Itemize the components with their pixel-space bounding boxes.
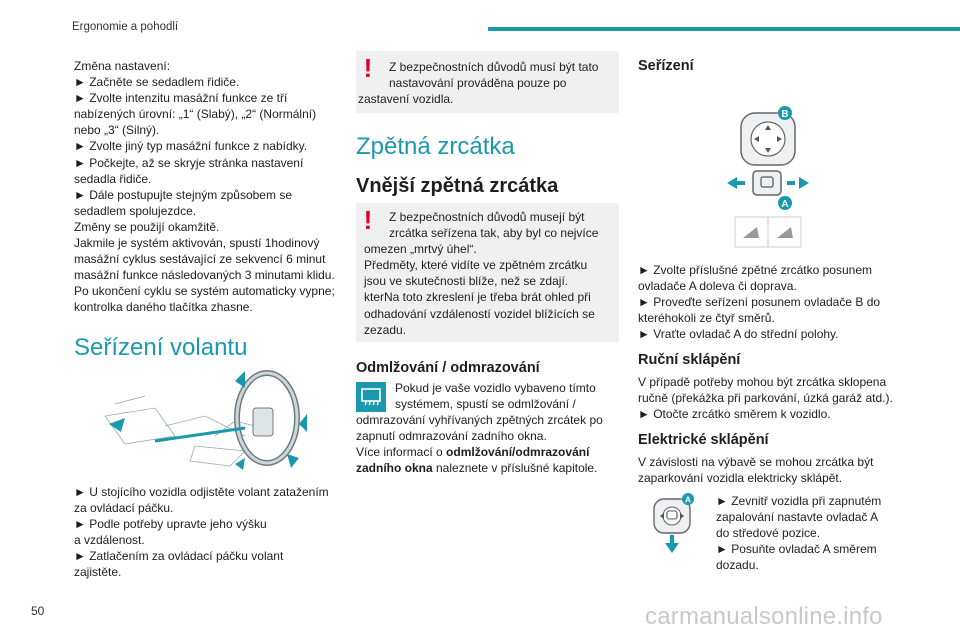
- line: ► Zvolte jiný typ masážní funkce z nabídky.: [74, 139, 308, 154]
- exclamation-icon: !: [363, 53, 373, 83]
- line: Předměty, které vidíte ve zpětném zrcátku: [364, 258, 588, 273]
- text: naleznete v příslušné kapitole.: [432, 461, 598, 476]
- adjust-heading: Seřízení: [638, 58, 694, 74]
- line: Pokud je vaše vozidlo vybaveno tímto: [395, 381, 596, 395]
- line: dozadu.: [716, 558, 759, 573]
- line: jsou ve skutečnosti blíže, než se zdají.: [364, 274, 569, 289]
- defrost-icon: [356, 382, 386, 412]
- line: zapalování nastavte ovladač A: [716, 510, 879, 525]
- warning-box-blindspot: [356, 203, 619, 342]
- line: ► Podle potřeby upravte jeho výšku: [74, 517, 267, 532]
- line: a vzdálenost.: [74, 533, 145, 548]
- line: kteréhokoli ze čtyř směrů.: [638, 311, 775, 326]
- line: odmrazování vyhřívaných zpětných zrcátek po: [356, 413, 603, 427]
- line: ► Zvolte příslušné zpětné zrcátko posunem: [638, 263, 872, 277]
- line: zaparkování vozidla elektricky sklápět.: [638, 471, 843, 486]
- massage-instructions: [74, 58, 344, 316]
- line: ► Posuňte ovladač A směrem: [716, 542, 877, 557]
- line: zezadu.: [364, 322, 407, 337]
- line: Z bezpečnostních důvodů musejí být: [389, 210, 585, 224]
- line: zajistěte.: [74, 565, 122, 580]
- label-a: A: [781, 199, 789, 210]
- label-b: B: [781, 109, 789, 120]
- line: nabízených úrovní: „1“ (Slabý), „2“ (Normální): [74, 107, 317, 122]
- defrost-text-a: [395, 380, 625, 412]
- line: Po ukončení cyklu se systém automaticky vypne;: [74, 284, 335, 299]
- exterior-mirrors-heading: Vnější zpětná zrcátka: [356, 175, 559, 197]
- line: za ovládací páčku.: [74, 501, 174, 516]
- line: nebo „3“ (Silný).: [74, 123, 160, 138]
- text: Více informací o: [356, 445, 447, 460]
- line: sedadla řidiče.: [74, 171, 152, 186]
- electric-fold-steps: [716, 493, 916, 573]
- line: masážní funkce následovaných 3 minutami klidu.: [74, 268, 335, 283]
- line: ► Počkejte, až se skryje stránka nastavení: [74, 155, 304, 170]
- exclamation-icon: !: [363, 205, 373, 235]
- bold-text: zadního okna: [356, 461, 433, 476]
- line: Jakmile je systém aktivován, spustí 1hodinový: [74, 236, 320, 251]
- page-number: 50: [31, 604, 45, 618]
- line: ► Začněte se sedadlem řidiče.: [74, 75, 240, 90]
- mirror-control-icon: [725, 100, 825, 250]
- watermark: carmanualsonline.info: [645, 603, 883, 630]
- line: systémem, spustí se odmlžování /: [395, 397, 576, 412]
- line: sedadlem spolujezdce.: [74, 203, 197, 218]
- line: ► U stojícího vozidla odjistěte volant zatažením: [74, 485, 329, 499]
- line: ► Otočte zrcátko směrem k vozidlo.: [638, 407, 831, 422]
- line: Změna nastavení:: [74, 59, 171, 73]
- section-title: Ergonomie a pohodlí: [72, 21, 179, 33]
- line: kterNa toto zkreslení je třeba brát ohled při: [364, 290, 591, 305]
- warning-box-stop: [356, 51, 619, 113]
- line: ► Vraťte ovladač A do střední polohy.: [638, 327, 839, 342]
- line: zapnutí odmrazování zadního okna.: [356, 429, 547, 444]
- line: ► Zatlačením za ovládací páčku volant: [74, 549, 284, 564]
- adjust-steps: [638, 262, 908, 342]
- manual-fold-text: [638, 374, 923, 422]
- line: zastavení vozidla.: [358, 92, 454, 107]
- electric-fold-heading: Elektrické sklápění: [638, 432, 769, 448]
- line: omezen „mrtvý úhel“.: [364, 242, 477, 257]
- line: ovladače A doleva či doprava.: [638, 279, 797, 294]
- line: do středové pozice.: [716, 526, 821, 541]
- line: Z bezpečnostních důvodů musí být tato: [389, 60, 599, 74]
- line: ručně (překážka při parkování, úzká garáž atd.).: [638, 391, 893, 406]
- line: ► Dále postupujte stejným způsobem se: [74, 187, 292, 202]
- line: [356, 444, 626, 460]
- mirror-fold-control-icon: [650, 493, 698, 555]
- line: masážní cyklus sestávající ze sekvencí 6 minut: [74, 252, 326, 267]
- bold-text: odmlžování/odmrazování: [446, 445, 590, 460]
- line: ► Zevnitř vozidla při zapnutém: [716, 494, 882, 508]
- electric-fold-text: [638, 454, 923, 486]
- mirrors-heading: Zpětná zrcátka: [356, 133, 515, 160]
- line: kontrolka daného tlačítka zhasne.: [74, 300, 253, 315]
- line: zrcátka seřízena tak, aby byl co nejvíce: [389, 226, 599, 241]
- line: ► Zvolte intenzitu masážní funkce ze tří: [74, 91, 288, 106]
- line: ► Proveďte seřízení posunem ovladače B do: [638, 295, 881, 310]
- manual-fold-heading: Ruční sklápění: [638, 352, 741, 368]
- line: nastavování prováděna pouze po: [389, 76, 567, 91]
- label-a: A: [684, 494, 692, 505]
- steering-wheel-illustration: [95, 366, 310, 476]
- line: [356, 460, 626, 476]
- line: V závislosti na výbavě se mohou zrcátka být: [638, 455, 874, 469]
- defrost-heading: Odmlžování / odmrazování: [356, 360, 540, 376]
- header-accent-bar: [488, 27, 960, 31]
- defrost-text-b: [356, 412, 626, 476]
- line: odhadování vzdáleností vozidel blížících se: [364, 306, 595, 321]
- steering-heading: Seřízení volantu: [74, 334, 248, 361]
- line: Změny se použijí okamžitě.: [74, 219, 220, 234]
- line: V případě potřeby mohou být zrcátka sklopena: [638, 375, 887, 389]
- steering-steps: [74, 484, 349, 581]
